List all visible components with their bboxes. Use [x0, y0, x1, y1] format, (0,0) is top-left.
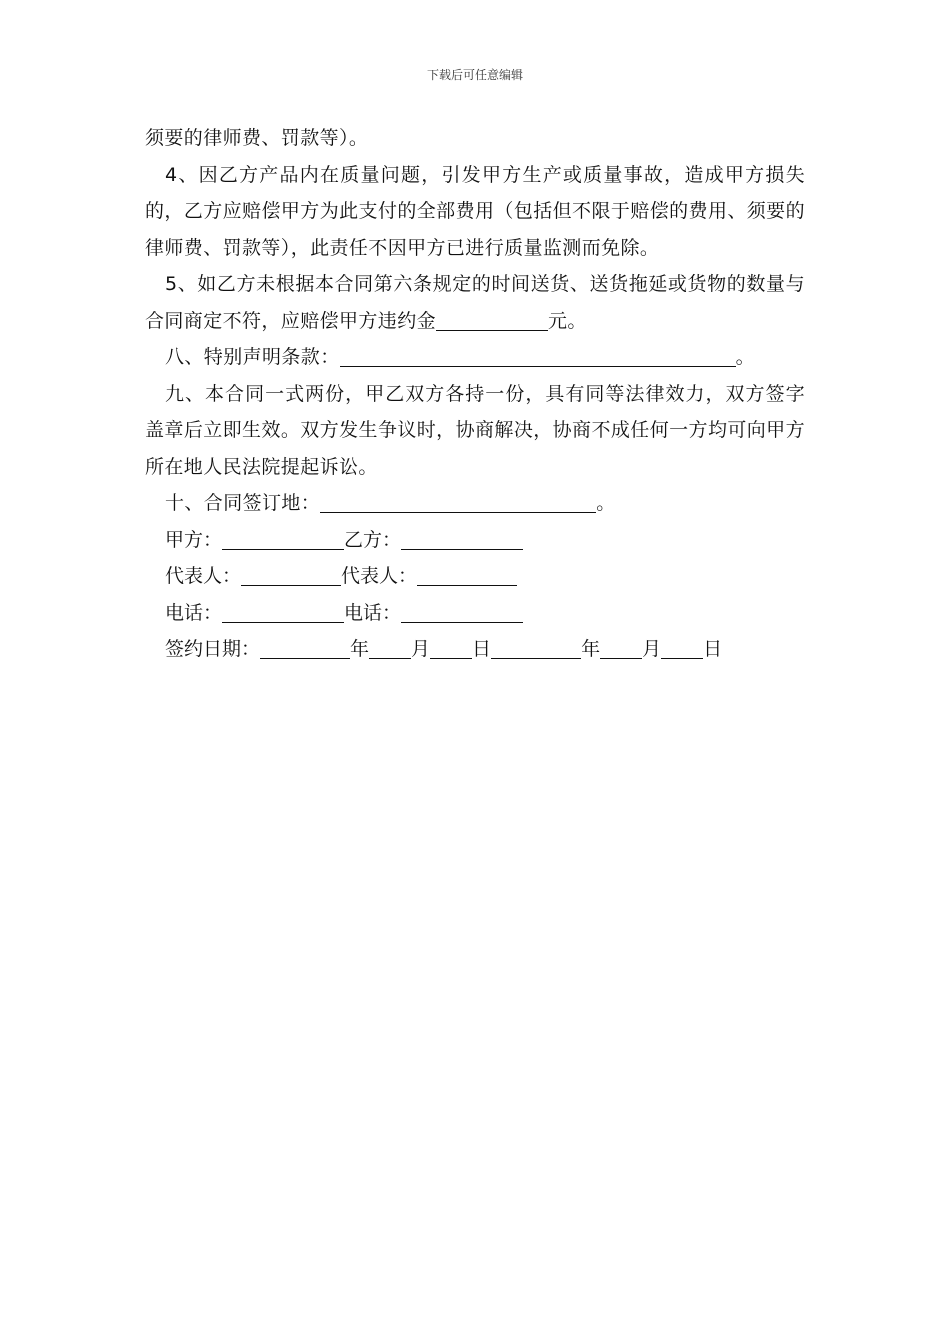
contract-body: [145, 120, 805, 668]
party-b-blank[interactable]: [401, 527, 523, 550]
date-b-year-blank[interactable]: [491, 636, 581, 659]
rep-a-blank[interactable]: [241, 563, 341, 586]
signing-date-line: [145, 631, 805, 668]
special-terms-blank[interactable]: [340, 344, 736, 367]
phone-a-blank[interactable]: [222, 600, 344, 623]
date-a-day-label: 日: [472, 638, 492, 660]
parties-line: [145, 522, 805, 559]
representatives-line: [145, 558, 805, 595]
penalty-amount-blank[interactable]: [436, 308, 548, 331]
paragraph-clause-9: 九、本合同一式两份，甲乙双方各持一份，具有同等法律效力，双方签字盖章后立即生效。双方发生争议时，协商解决，协商不成任何一方均可向甲方所在地人民法院提起诉讼。: [145, 382, 805, 478]
date-b-day-label: 日: [703, 638, 723, 660]
page-header-note: 下载后可任意编辑: [426, 68, 523, 82]
date-b-month-blank[interactable]: [600, 636, 642, 659]
signing-place-end: 。: [596, 492, 616, 514]
party-a-label: 甲方：: [165, 528, 223, 551]
special-terms-label: 八、特别声明条款：: [165, 346, 340, 368]
date-a-year-blank[interactable]: [260, 636, 350, 659]
date-a-year-label: 年: [350, 638, 370, 660]
phone-b-blank[interactable]: [401, 600, 523, 623]
rep-b-blank[interactable]: [417, 563, 517, 586]
date-a-month-blank[interactable]: [369, 636, 411, 659]
signing-date-label: 签约日期：: [165, 638, 261, 660]
special-terms-end: 。: [735, 346, 756, 368]
rep-b-label: 代表人：: [341, 565, 418, 587]
paragraph-signing-place: [145, 485, 805, 522]
party-b-label: 乙方：: [344, 528, 402, 551]
signing-place-blank[interactable]: [320, 490, 596, 513]
phone-b-label: 电话：: [344, 601, 402, 624]
date-b-month-label: 月: [642, 638, 662, 660]
paragraph-clause-5: [145, 266, 805, 339]
paragraph-fee-continuation: 须要的律师费、罚款等）。: [145, 127, 369, 149]
date-a-month-label: 月: [411, 638, 431, 660]
date-b-day-blank[interactable]: [661, 636, 703, 659]
paragraph-clause-4: 4、因乙方产品内在质量问题，引发甲方生产或质量事故，造成甲方损失的，乙方应赔偿甲方为此支付的全部费用（包括但不限于赔偿的费用、须要的律师费、罚款等），此责任不因甲方已进行质量监测而免除。: [145, 163, 805, 259]
phone-a-label: 电话：: [165, 601, 223, 624]
clause-5-unit: 元。: [548, 309, 587, 332]
rep-a-label: 代表人：: [165, 565, 242, 587]
date-a-day-blank[interactable]: [430, 636, 472, 659]
paragraph-special-terms: [145, 339, 805, 376]
signing-place-label: 十、合同签订地：: [165, 492, 321, 514]
clause-5-text: 5、如乙方未根据本合同第六条规定的时间送货、送货拖延或货物的数量与合同商定不符，应赔偿甲方违约金: [145, 273, 805, 332]
date-b-year-label: 年: [581, 638, 601, 660]
phones-line: [145, 595, 805, 632]
party-a-blank[interactable]: [222, 527, 344, 550]
